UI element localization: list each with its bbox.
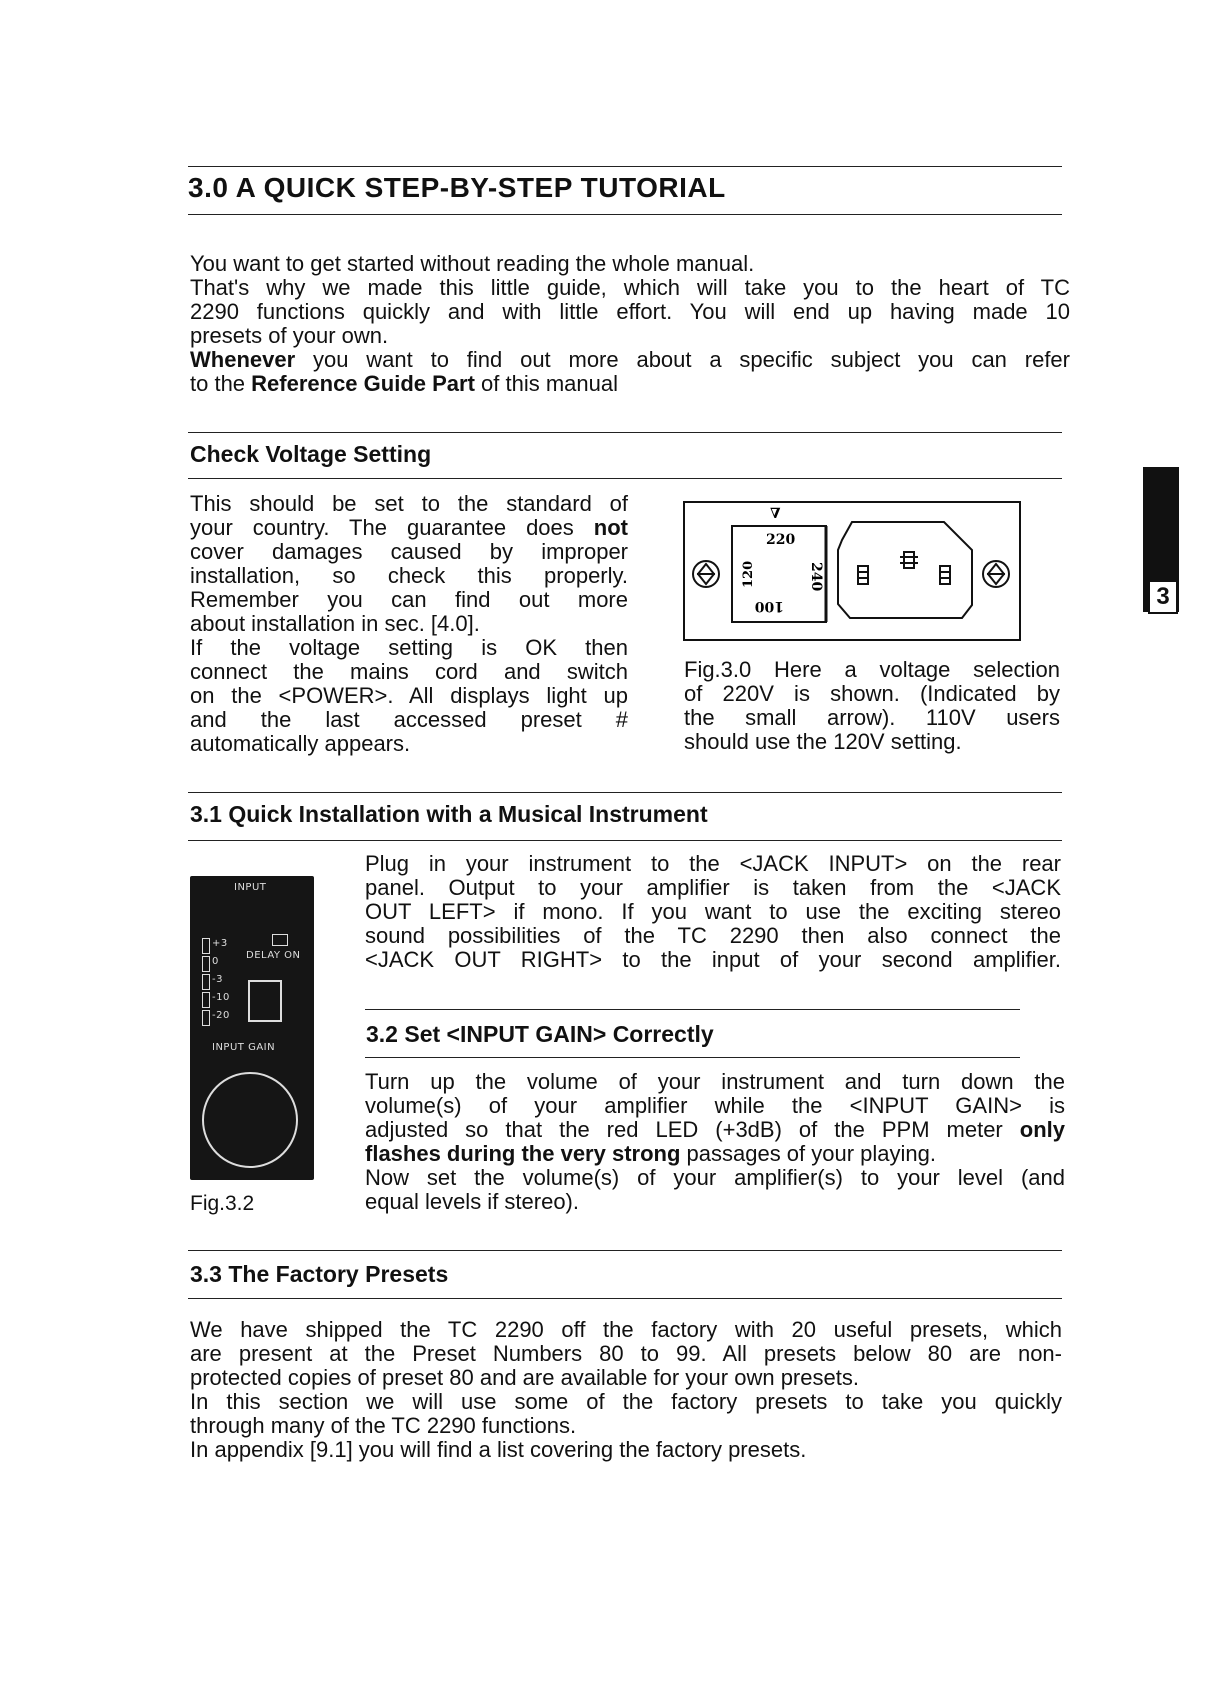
delay-on-led <box>272 934 288 946</box>
led-minus3 <box>202 974 210 990</box>
panel-input-label: INPUT <box>234 882 267 893</box>
not-bold: not <box>593 515 628 540</box>
panel-minus20-label: -20 <box>212 1010 230 1021</box>
intro-bold-word: Whenever <box>190 347 296 372</box>
voltage-line-part: your country. The guarantee does <box>190 515 594 540</box>
voltage-line: Remember you can find out more <box>190 587 628 612</box>
panel-minus10-label: -10 <box>212 992 230 1003</box>
intro-line: You want to get started without reading the whole manual. <box>190 251 755 276</box>
label-240: 240 <box>808 562 824 592</box>
presets-line: We have shipped the TC 2290 off the factory with 20 useful presets, which <box>190 1317 1062 1342</box>
voltage-line: on the <POWER>. All displays light up <box>190 683 628 708</box>
caption-line: Fig.3.0 Here a voltage selection <box>684 657 1060 682</box>
voltage-heading: Check Voltage Setting <box>190 441 432 467</box>
gain-line <box>365 1118 1065 1142</box>
presets-line: protected copies of preset 80 and are available for your own presets. <box>190 1365 859 1390</box>
voltage-line: cover damages caused by improper <box>190 539 628 564</box>
panel-input-gain-label: INPUT GAIN <box>212 1042 276 1053</box>
label-220: 220 <box>766 532 796 548</box>
install-line: panel. Output to your amplifier is taken from the <JACK <box>365 875 1061 900</box>
presets-line: are present at the Preset Numbers 80 to 99. All presets below 80 are non- <box>190 1341 1062 1366</box>
gain-bottom-rule <box>365 1057 1020 1058</box>
voltage-selector-figure <box>682 500 1024 648</box>
caption-line: of 220V is shown. (Indicated by <box>684 681 1060 706</box>
left-screw-icon <box>693 561 719 587</box>
fig-3-2-caption: Fig.3.2 <box>190 1192 255 1215</box>
label-100: 100 <box>754 598 784 614</box>
presets-line: through many of the TC 2290 functions. <box>190 1413 577 1438</box>
gain-paragraph <box>365 1070 1065 1214</box>
led-minus20 <box>202 1010 210 1026</box>
voltage-bottom-rule <box>188 478 1062 479</box>
gain-heading: 3.2 Set <INPUT GAIN> Correctly <box>366 1021 714 1047</box>
intro-line <box>190 348 1070 372</box>
install-heading: 3.1 Quick Installation with a Musical Instrument <box>190 801 708 827</box>
voltage-line: This should be set to the standard of <box>190 491 628 516</box>
intro-line: presets of your own. <box>190 323 389 348</box>
gain-line: Now set the volume(s) of your amplifier(s) to your level (and <box>365 1165 1065 1190</box>
led-zero <box>202 956 210 972</box>
input-gain-knob <box>202 1072 298 1168</box>
presets-heading: 3.3 The Factory Presets <box>190 1261 449 1287</box>
voltage-figure-caption <box>684 658 1060 754</box>
install-line: sound possibilities of the TC 2290 then also connect the <box>365 923 1061 948</box>
reference-guide-bold: Reference Guide Part <box>251 371 475 396</box>
led-minus10 <box>202 992 210 1008</box>
panel-delay-on-label: DELAY ON <box>246 950 301 961</box>
selection-arrow-icon: ∇ <box>770 506 781 522</box>
gain-line: equal levels if stereo). <box>365 1189 579 1214</box>
socket-pin-icon <box>858 566 868 584</box>
title-top-rule <box>188 166 1062 167</box>
voltage-line: installation, so check this properly. <box>190 563 628 588</box>
voltage-top-rule <box>188 432 1062 433</box>
chapter-number: 3 <box>1148 580 1178 614</box>
intro-line: That's why we made this little guide, which will take you to the heart of TC <box>190 275 1070 300</box>
caption-line: should use the 120V setting. <box>684 729 962 754</box>
intro-line-part: of this manual <box>474 371 618 396</box>
delay-on-button <box>248 980 282 1022</box>
voltage-line <box>190 516 628 540</box>
caption-line: the small arrow). 110V users <box>684 705 1060 730</box>
panel-plus3-label: +3 <box>212 938 228 949</box>
install-line: <JACK OUT RIGHT> to the input of your second amplifier. <box>365 947 1061 972</box>
voltage-line: connect the mains cord and switch <box>190 659 628 684</box>
presets-line: In appendix [9.1] you will find a list covering the factory presets. <box>190 1437 807 1462</box>
install-bottom-rule <box>188 840 1062 841</box>
intro-paragraph <box>190 252 1070 396</box>
intro-line <box>190 372 1070 396</box>
voltage-line: and the last accessed preset # <box>190 707 628 732</box>
voltage-line: about installation in sec. [4.0]. <box>190 611 480 636</box>
voltage-paragraph <box>190 492 628 756</box>
gain-top-rule <box>365 1009 1020 1010</box>
panel-minus3-label: -3 <box>212 974 223 985</box>
intro-line: 2290 functions quickly and with little effort. You will end up having made 10 <box>190 299 1070 324</box>
panel-zero-label: 0 <box>212 956 219 967</box>
gain-line: Turn up the volume of your instrument and turn down the <box>365 1069 1065 1094</box>
presets-paragraph <box>190 1318 1062 1462</box>
socket-pin-icon <box>900 552 918 568</box>
right-screw-icon <box>983 561 1009 587</box>
intro-line-rest: you want to find out more about a specific subject you can refer <box>295 347 1070 372</box>
install-line: OUT LEFT> if mono. If you want to use the exciting stereo <box>365 899 1061 924</box>
install-line: Plug in your instrument to the <JACK INPUT> on the rear <box>365 851 1061 876</box>
gain-line-part: adjusted so that the red LED (+3dB) of the PPM meter <box>365 1117 1020 1142</box>
led-plus3 <box>202 938 210 954</box>
voltage-line: If the voltage setting is OK then <box>190 635 628 660</box>
title-bottom-rule <box>188 214 1062 215</box>
install-paragraph <box>365 852 1061 972</box>
intro-line-part: to the <box>190 371 252 396</box>
input-panel-figure <box>190 876 314 1180</box>
presets-top-rule <box>188 1250 1062 1251</box>
page-title: 3.0 A QUICK STEP-BY-STEP TUTORIAL <box>188 172 726 203</box>
gain-line: volume(s) of your amplifier while the <INPUT GAIN> is <box>365 1093 1065 1118</box>
presets-line: In this section we will use some of the factory presets to take you quickly <box>190 1389 1062 1414</box>
socket-pin-icon <box>940 566 950 584</box>
only-bold: only <box>1019 1117 1065 1142</box>
install-top-rule <box>188 792 1062 793</box>
flashes-bold: flashes during the very strong <box>365 1141 681 1166</box>
gain-line-part: passages of your playing. <box>680 1141 937 1166</box>
voltage-line: automatically appears. <box>190 731 411 756</box>
label-120: 120 <box>741 560 756 588</box>
gain-line <box>365 1142 1065 1166</box>
presets-bottom-rule <box>188 1298 1062 1299</box>
